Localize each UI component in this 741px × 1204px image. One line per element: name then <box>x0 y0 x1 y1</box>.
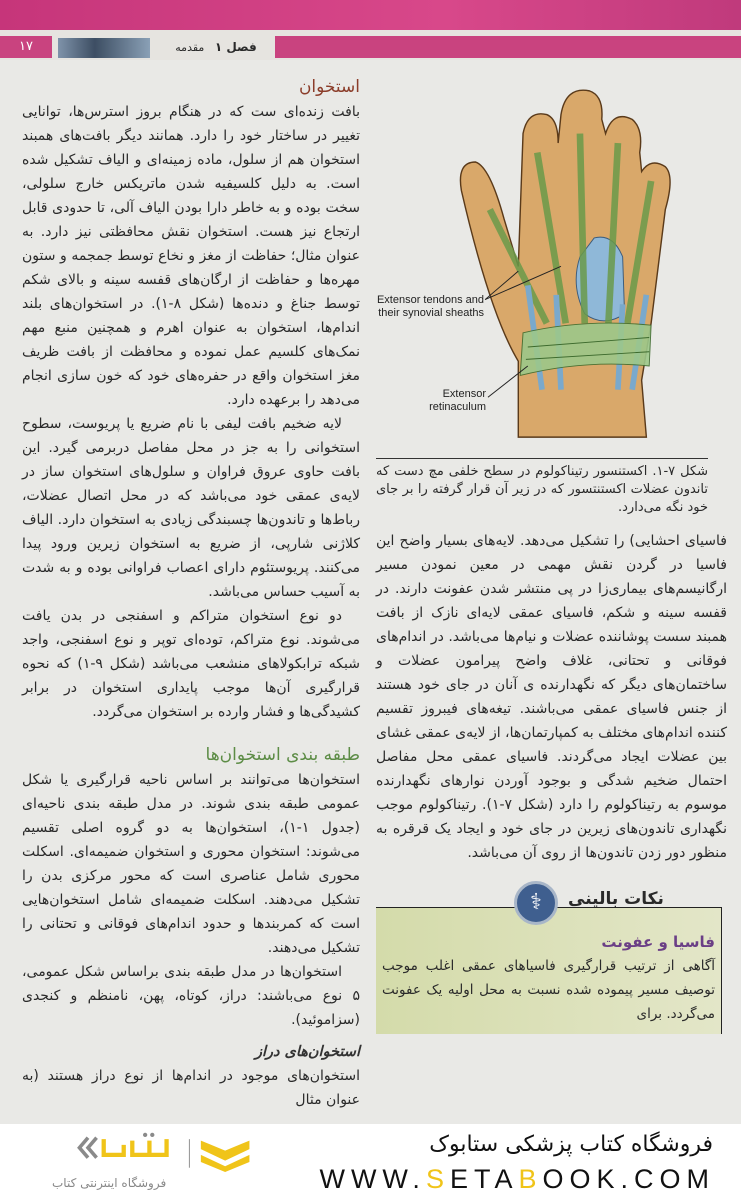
right-column-wrapper <box>376 74 727 1034</box>
chapter-label <box>160 36 272 58</box>
url-part: S <box>425 1164 450 1194</box>
clinical-notes-title: نکات بالینی <box>568 889 664 909</box>
paragraph: استخوان‌ها در مدل طبقه بندی براساس شکل عمومی، ۵ نوع می‌باشند: دراز، کوتاه، پهن، نامنظم و کنجدی (سزاموئید). <box>22 964 360 1028</box>
clinical-notes-header <box>376 879 722 929</box>
paragraph: فاسیای احشایی) را تشکیل می‌دهد. لایه‌های بسیار واضح این فاسیا در گردن نقش مهمی در معین نمودن مسیر ارگانیسم‌های بیماری‌زا در پی منتشر شدن عفونت دارند. در قفسه سینه و شکم، فاسیای عمقی لایه‌ای نازک از بافت همبند سست پوشاننده عضلات و نیام‌ها می‌باشد. در اندام‌های فوقانی و تحتانی، غلاف واضح پیرامون عضلات و ساختمان‌های دیگر که نگهدارنده ی آنان در جای خود هستند از جنس فاسیای عمقی می‌باشند. تیغه‌های فیبروز تقسیم کننده اندام‌های مختلف به کمپارتمان‌ها، از لایه‌ی عمقی غشای بین عضلات ایجاد می‌گردند. فاسیای عمقی محل مفاصل احتمال ضخیم شدگی و بوجود آوردن نوارهای نگهدارنده موسوم به رتیناکولوم را دارد (شکل ۷-۱). رتیناکولوم موجب نگهداری تاندون‌های زیرین در جای خود و ایجاد یک قرقره به منظور دور زدن تاندون‌ها از روی آن می‌باشد. <box>376 533 727 861</box>
shop-name: فروشگاه کتاب پزشکی ستابوک <box>429 1132 713 1157</box>
section-heading-bone: استخوان <box>298 77 360 97</box>
url-part: WWW. <box>319 1164 426 1194</box>
figure-hand-illustration <box>376 74 727 454</box>
figure-caption: شکل ۷-۱. اکستنسور رتیناکولوم در سطح خلفی مچ دست که تاندون عضلات اکستنتسور که در زیر آن قرار گرفته را بر جای خود نگه می‌دارد. <box>376 464 708 515</box>
header-accent-bar <box>275 36 741 58</box>
page-header <box>0 30 741 60</box>
section-heading-classification: طبقه بندی استخوان‌ها <box>205 745 360 765</box>
clinical-notes-text: آگاهی از ترتیب قرارگیری فاسیاهای عمقی اغلب موجب توصیف مسیر پیموده شده نسبت به محل اولیه یک عفونت می‌گردد. برای <box>382 958 715 1022</box>
paragraph: بافت زنده‌ای ست که در هنگام بروز استرس‌ها، توانایی تغییر در ساختار خود را دارد. همانند دیگر بافت‌های همبند استخوان هم از سلول، ماده زمینه‌ای و الیاف تشکیل شده است. به دلیل کلسیفیه شدن ماتریکس خارج سلولی، سخت بوده و به خاطر دارا بودن الیاف آلی، تا حدودی قابل ارتجاع نیز هست. استخوان نقش محافظتی نیز دارد. به عنوان مثال؛ حفاظت از مغز و نخاع توسط جمجمه و ستون مهره‌ها و حفاظت از ارگان‌های قفسه سینه و بالای شکم توسط جناغ و دنده‌ها (شکل ۸-۱). در استخوان‌های بلند اندام‌ها، استخوان به عنوان اهرم و همچنین منبع مهم نمک‌های کلسیم عمل نموده و محافظت از بافت ظریف مغز استخوان واقع در حفره‌های خود که خون سازی انجام می‌دهد را برعهده دارد. <box>22 104 360 408</box>
url-part: B <box>518 1164 543 1194</box>
paragraph: استخوان‌ها می‌توانند بر اساس ناحیه قرارگیری یا شکل عمومی طبقه بندی شوند. در مدل طبقه بندی ناحیه‌ای (جدول ۱-۱)، استخوان‌ها به دو گروه اصلی تقسیم می‌شوند: استخوان محوری و استخوان ضمیمه‌ای. اسکلت محوری شامل عناصری است که محور مرکزی بدن را تشکیل می‌دهند. اسکلت ضمیمه‌ای شامل استخوان‌هایی است که کمربندها و حدود اندام‌های فوقانی و تحتانی را تشکیل می‌دهند. <box>22 772 360 956</box>
shop-url <box>319 1164 715 1195</box>
figure-label-extensor-retinaculum: Extensor retinaculum <box>429 388 486 413</box>
paragraph: دو نوع استخوان متراکم و اسفنجی در بدن یافت می‌شوند. نوع متراکم، توده‌ای توپر و نوع اسفنجی، واجد شبکه ترابکولاهای منشعب می‌باشد (شکل ۹-۱) که نحوه قرارگیری آن‌ها موجب پایداری استخوان در برابر کشیدگی‌ها و فشار وارده بر استخوان می‌گردد. <box>22 608 360 720</box>
right-column <box>376 529 727 865</box>
watermark-footer <box>0 1124 741 1204</box>
page-top-band <box>0 0 741 30</box>
url-part: ETA <box>449 1164 519 1194</box>
page-body <box>0 60 741 1124</box>
header-thumbnail-image <box>58 38 150 58</box>
stethoscope-icon: ⚕ <box>514 881 558 925</box>
url-part: OOK.COM <box>542 1164 715 1194</box>
clinical-notes-box <box>376 879 722 1034</box>
figure-label-extensor-tendons: Extensor tendons and their synovial sheaths <box>376 294 484 319</box>
subheading-long-bones: استخوان‌های دراز <box>254 1044 360 1060</box>
paragraph: استخوان‌های موجود در اندام‌ها از نوع دراز هستند (به عنوان مثال <box>22 1068 360 1108</box>
caption-divider <box>376 458 708 459</box>
setabook-logo <box>38 1132 288 1172</box>
chapter-number: فصل ۱ <box>214 40 257 54</box>
logo-tagline: فروشگاه اینترنتی کتاب <box>52 1176 167 1190</box>
left-column <box>22 74 360 1112</box>
chapter-title: مقدمه <box>175 41 205 54</box>
page-number: ۱۷ <box>0 36 52 58</box>
clinical-notes-subtitle: فاسیا و عفونت <box>601 933 715 951</box>
paragraph: لایه ضخیم بافت لیفی با نام ضریع یا پریوست، سطوح استخوانی را به جز در محل مفاصل دربرمی گیرد. این بافت حاوی عروق فراوان و سلول‌های استخوان ساز در لایه‌ی عمقی خود می‌باشد که در محل اتصال عضلات، رباط‌ها و تاندون‌ها چسبندگی زیادی به استخوان دارد. الیاف کلاژنی شارپی، از ضریع به استخوان زیرین ورود پیدا می‌کنند. پریوستئوم دارای اعصاب فراوانی بوده و به شدت به آسیب حساس می‌باشد. <box>22 416 360 600</box>
